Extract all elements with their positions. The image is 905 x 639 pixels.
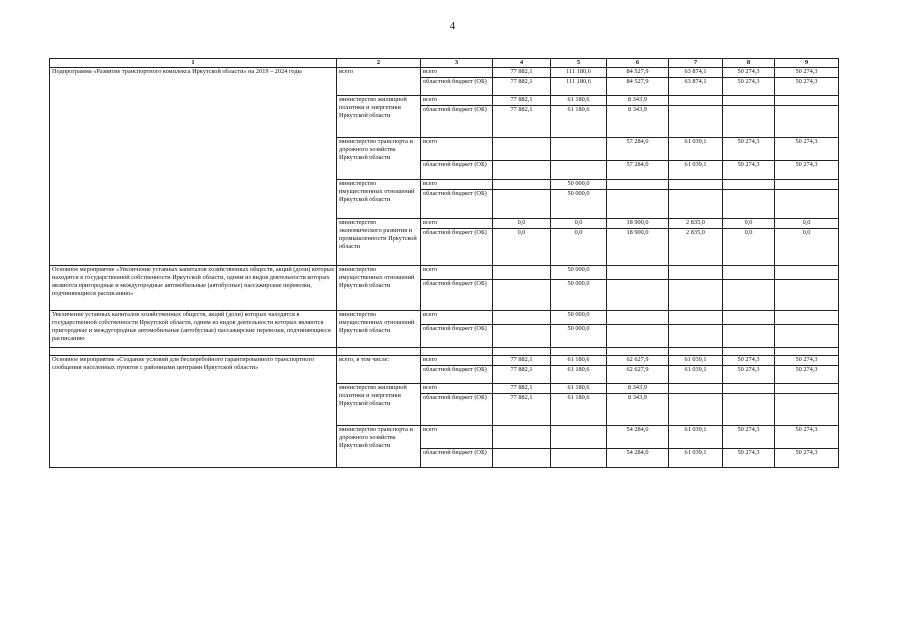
value-cell bbox=[669, 325, 723, 348]
value-cell: 61 039,1 bbox=[669, 161, 723, 180]
value-cell bbox=[775, 325, 839, 348]
funding-source: областной бюджет (ОБ) bbox=[421, 229, 493, 266]
funding-source: всего bbox=[421, 68, 493, 78]
value-cell: 50 274,3 bbox=[775, 449, 839, 468]
value-cell bbox=[493, 138, 551, 161]
column-header: 9 bbox=[775, 59, 839, 68]
value-cell: 111 180,6 bbox=[551, 78, 607, 96]
value-cell bbox=[493, 266, 551, 280]
column-header: 7 bbox=[669, 59, 723, 68]
value-cell: 50 000,0 bbox=[551, 311, 607, 325]
table-row bbox=[50, 266, 839, 280]
funding-source: областной бюджет (ОБ) bbox=[421, 106, 493, 138]
funding-source: областной бюджет (ОБ) bbox=[421, 325, 493, 348]
value-cell: 77 882,1 bbox=[493, 366, 551, 384]
value-cell: 2 835,0 bbox=[669, 229, 723, 266]
value-cell: 2 835,0 bbox=[669, 219, 723, 229]
value-cell: 50 000,0 bbox=[551, 266, 607, 280]
value-cell bbox=[723, 96, 775, 106]
executor-cell: всего, в том числе: bbox=[337, 356, 421, 384]
value-cell: 0,0 bbox=[551, 219, 607, 229]
value-cell bbox=[775, 96, 839, 106]
value-cell bbox=[669, 106, 723, 138]
value-cell: 50 274,3 bbox=[775, 78, 839, 96]
value-cell bbox=[607, 180, 669, 190]
value-cell: 77 882,1 bbox=[493, 356, 551, 366]
funding-source: всего bbox=[421, 219, 493, 229]
value-cell: 18 900,0 bbox=[607, 229, 669, 266]
funding-source: всего bbox=[421, 180, 493, 190]
value-cell: 61 180,6 bbox=[551, 394, 607, 426]
column-header: 6 bbox=[607, 59, 669, 68]
value-cell bbox=[723, 190, 775, 219]
value-cell: 50 000,0 bbox=[551, 280, 607, 311]
value-cell: 61 180,6 bbox=[551, 96, 607, 106]
value-cell: 50 274,3 bbox=[775, 426, 839, 449]
funding-source: областной бюджет (ОБ) bbox=[421, 78, 493, 96]
funding-source: всего bbox=[421, 138, 493, 161]
value-cell bbox=[723, 311, 775, 325]
value-cell: 50 274,3 bbox=[723, 356, 775, 366]
executor-cell: министерство транспорта и дорожного хозяйства Иркутской области bbox=[337, 138, 421, 180]
value-cell bbox=[723, 106, 775, 138]
value-cell: 8 343,9 bbox=[607, 384, 669, 394]
value-cell bbox=[723, 384, 775, 394]
value-cell bbox=[723, 266, 775, 280]
value-cell: 8 343,9 bbox=[607, 394, 669, 426]
column-header: 5 bbox=[551, 59, 607, 68]
value-cell: 50 274,3 bbox=[723, 68, 775, 78]
funding-source: областной бюджет (ОБ) bbox=[421, 190, 493, 219]
value-cell: 0,0 bbox=[493, 219, 551, 229]
funding-source: всего bbox=[421, 311, 493, 325]
executor-cell: министерство имущественных отношений Иркутской области bbox=[337, 180, 421, 219]
column-header: 8 bbox=[723, 59, 775, 68]
funding-source: областной бюджет (ОБ) bbox=[421, 449, 493, 468]
value-cell bbox=[493, 161, 551, 180]
value-cell bbox=[493, 280, 551, 311]
value-cell: 0,0 bbox=[493, 229, 551, 266]
value-cell bbox=[607, 311, 669, 325]
value-cell: 61 039,1 bbox=[669, 426, 723, 449]
value-cell bbox=[493, 311, 551, 325]
value-cell bbox=[669, 394, 723, 426]
table-row bbox=[50, 311, 839, 325]
value-cell: 57 284,0 bbox=[607, 161, 669, 180]
value-cell: 50 274,3 bbox=[723, 78, 775, 96]
value-cell bbox=[723, 180, 775, 190]
value-cell bbox=[607, 325, 669, 348]
value-cell: 18 900,0 bbox=[607, 219, 669, 229]
value-cell bbox=[669, 180, 723, 190]
value-cell bbox=[669, 280, 723, 311]
value-cell: 57 284,0 bbox=[607, 138, 669, 161]
value-cell: 63 874,1 bbox=[669, 68, 723, 78]
value-cell: 62 627,9 bbox=[607, 366, 669, 384]
activity-description: Увеличение уставных капиталов хозяйственных обществ, акций (доли) которых находятся в государственной собственности Иркутской области, одним из видов деятельности которых являются пригородные и междугородные автомобильные (автобусные) пассажирские перевозки, подчиняющиеся расписанию bbox=[50, 311, 337, 348]
value-cell bbox=[493, 325, 551, 348]
value-cell: 50 274,3 bbox=[775, 138, 839, 161]
executor-cell: министерство имущественных отношений Иркутской области bbox=[337, 266, 421, 311]
value-cell: 50 000,0 bbox=[551, 190, 607, 219]
value-cell bbox=[493, 449, 551, 468]
funding-source: всего bbox=[421, 356, 493, 366]
value-cell: 0,0 bbox=[551, 229, 607, 266]
executor-cell: министерство имущественных отношений Иркутской области bbox=[337, 311, 421, 348]
column-header: 2 bbox=[337, 59, 421, 68]
value-cell: 0,0 bbox=[775, 219, 839, 229]
value-cell: 61 180,6 bbox=[551, 106, 607, 138]
funding-source: всего bbox=[421, 384, 493, 394]
value-cell bbox=[723, 394, 775, 426]
value-cell bbox=[551, 449, 607, 468]
funding-source: областной бюджет (ОБ) bbox=[421, 161, 493, 180]
funding-source: всего bbox=[421, 96, 493, 106]
executor-cell: министерство транспорта и дорожного хозяйства Иркутской области bbox=[337, 426, 421, 468]
executor-cell: министерство жилищной политики и энергетики Иркутской области bbox=[337, 96, 421, 138]
value-cell: 77 882,1 bbox=[493, 78, 551, 96]
value-cell: 77 882,1 bbox=[493, 96, 551, 106]
value-cell: 50 274,3 bbox=[723, 426, 775, 449]
value-cell: 84 527,9 bbox=[607, 68, 669, 78]
value-cell: 54 284,0 bbox=[607, 426, 669, 449]
value-cell bbox=[775, 180, 839, 190]
value-cell bbox=[551, 161, 607, 180]
value-cell bbox=[607, 266, 669, 280]
value-cell: 50 274,3 bbox=[723, 449, 775, 468]
value-cell bbox=[775, 280, 839, 311]
table-row bbox=[50, 356, 839, 366]
value-cell bbox=[723, 325, 775, 348]
value-cell: 50 274,3 bbox=[775, 366, 839, 384]
value-cell: 77 882,1 bbox=[493, 106, 551, 138]
value-cell bbox=[775, 190, 839, 219]
value-cell bbox=[669, 190, 723, 219]
value-cell: 61 180,6 bbox=[551, 384, 607, 394]
value-cell: 61 039,1 bbox=[669, 449, 723, 468]
value-cell bbox=[775, 394, 839, 426]
executor-cell: министерство жилищной политики и энергетики Иркутской области bbox=[337, 384, 421, 426]
column-header: 3 bbox=[421, 59, 493, 68]
value-cell: 50 274,3 bbox=[775, 161, 839, 180]
value-cell: 50 274,3 bbox=[723, 161, 775, 180]
column-header: 4 bbox=[493, 59, 551, 68]
value-cell: 61 039,1 bbox=[669, 138, 723, 161]
value-cell: 0,0 bbox=[723, 229, 775, 266]
activity-description: Подпрограмма «Развитие транспортного комплекса Иркутской области» на 2019 – 2024 годы bbox=[50, 68, 337, 266]
value-cell: 84 527,9 bbox=[607, 78, 669, 96]
value-cell: 8 343,9 bbox=[607, 96, 669, 106]
value-cell: 50 274,3 bbox=[775, 68, 839, 78]
table-row bbox=[50, 68, 839, 78]
value-cell bbox=[493, 190, 551, 219]
value-cell bbox=[723, 280, 775, 311]
column-header: 1 bbox=[50, 59, 337, 68]
value-cell: 50 274,3 bbox=[775, 356, 839, 366]
value-cell: 77 882,1 bbox=[493, 68, 551, 78]
executor-cell: министерство экономического развития и промышленности Иркутской области bbox=[337, 219, 421, 266]
value-cell bbox=[493, 180, 551, 190]
value-cell: 77 882,1 bbox=[493, 384, 551, 394]
value-cell bbox=[551, 426, 607, 449]
value-cell bbox=[775, 266, 839, 280]
value-cell bbox=[607, 280, 669, 311]
value-cell: 62 627,9 bbox=[607, 356, 669, 366]
value-cell: 54 284,0 bbox=[607, 449, 669, 468]
value-cell: 61 039,1 bbox=[669, 356, 723, 366]
funding-source: областной бюджет (ОБ) bbox=[421, 394, 493, 426]
value-cell bbox=[669, 266, 723, 280]
value-cell bbox=[775, 384, 839, 394]
value-cell: 77 882,1 bbox=[493, 394, 551, 426]
value-cell: 63 874,1 bbox=[669, 78, 723, 96]
funding-source: областной бюджет (ОБ) bbox=[421, 280, 493, 311]
activity-description: Основное мероприятие «Увеличение уставных капиталов хозяйственных обществ, акций (доли) которых находятся в государственной собственности Иркутской области, одним из видов деятельности которых являются пригородные и междугородные автомобильные (автобусные) пассажирские перевозки, подчиняющиеся расписанию» bbox=[50, 266, 337, 311]
value-cell bbox=[607, 190, 669, 219]
value-cell: 50 274,3 bbox=[723, 138, 775, 161]
value-cell bbox=[669, 384, 723, 394]
value-cell bbox=[493, 426, 551, 449]
spacer-row bbox=[50, 348, 839, 356]
value-cell: 61 180,6 bbox=[551, 366, 607, 384]
value-cell: 50 274,3 bbox=[723, 366, 775, 384]
value-cell: 61 180,6 bbox=[551, 356, 607, 366]
funding-source: всего bbox=[421, 426, 493, 449]
value-cell bbox=[551, 138, 607, 161]
budget-table bbox=[49, 58, 839, 468]
value-cell bbox=[669, 96, 723, 106]
funding-source: областной бюджет (ОБ) bbox=[421, 366, 493, 384]
value-cell: 61 039,1 bbox=[669, 366, 723, 384]
value-cell: 0,0 bbox=[723, 219, 775, 229]
value-cell: 50 000,0 bbox=[551, 180, 607, 190]
value-cell bbox=[775, 106, 839, 138]
value-cell bbox=[775, 311, 839, 325]
page-number: 4 bbox=[449, 20, 456, 32]
header-row bbox=[50, 59, 839, 68]
executor-cell: всего bbox=[337, 68, 421, 96]
activity-description: Основное мероприятие «Создание условий для бесперебойного гарантированного транспортного сообщения населенных пунктов с районными центрами Иркутской области» bbox=[50, 356, 337, 468]
value-cell bbox=[669, 311, 723, 325]
value-cell: 0,0 bbox=[775, 229, 839, 266]
funding-source: всего bbox=[421, 266, 493, 280]
value-cell: 111 180,6 bbox=[551, 68, 607, 78]
value-cell: 8 343,9 bbox=[607, 106, 669, 138]
value-cell: 50 000,0 bbox=[551, 325, 607, 348]
